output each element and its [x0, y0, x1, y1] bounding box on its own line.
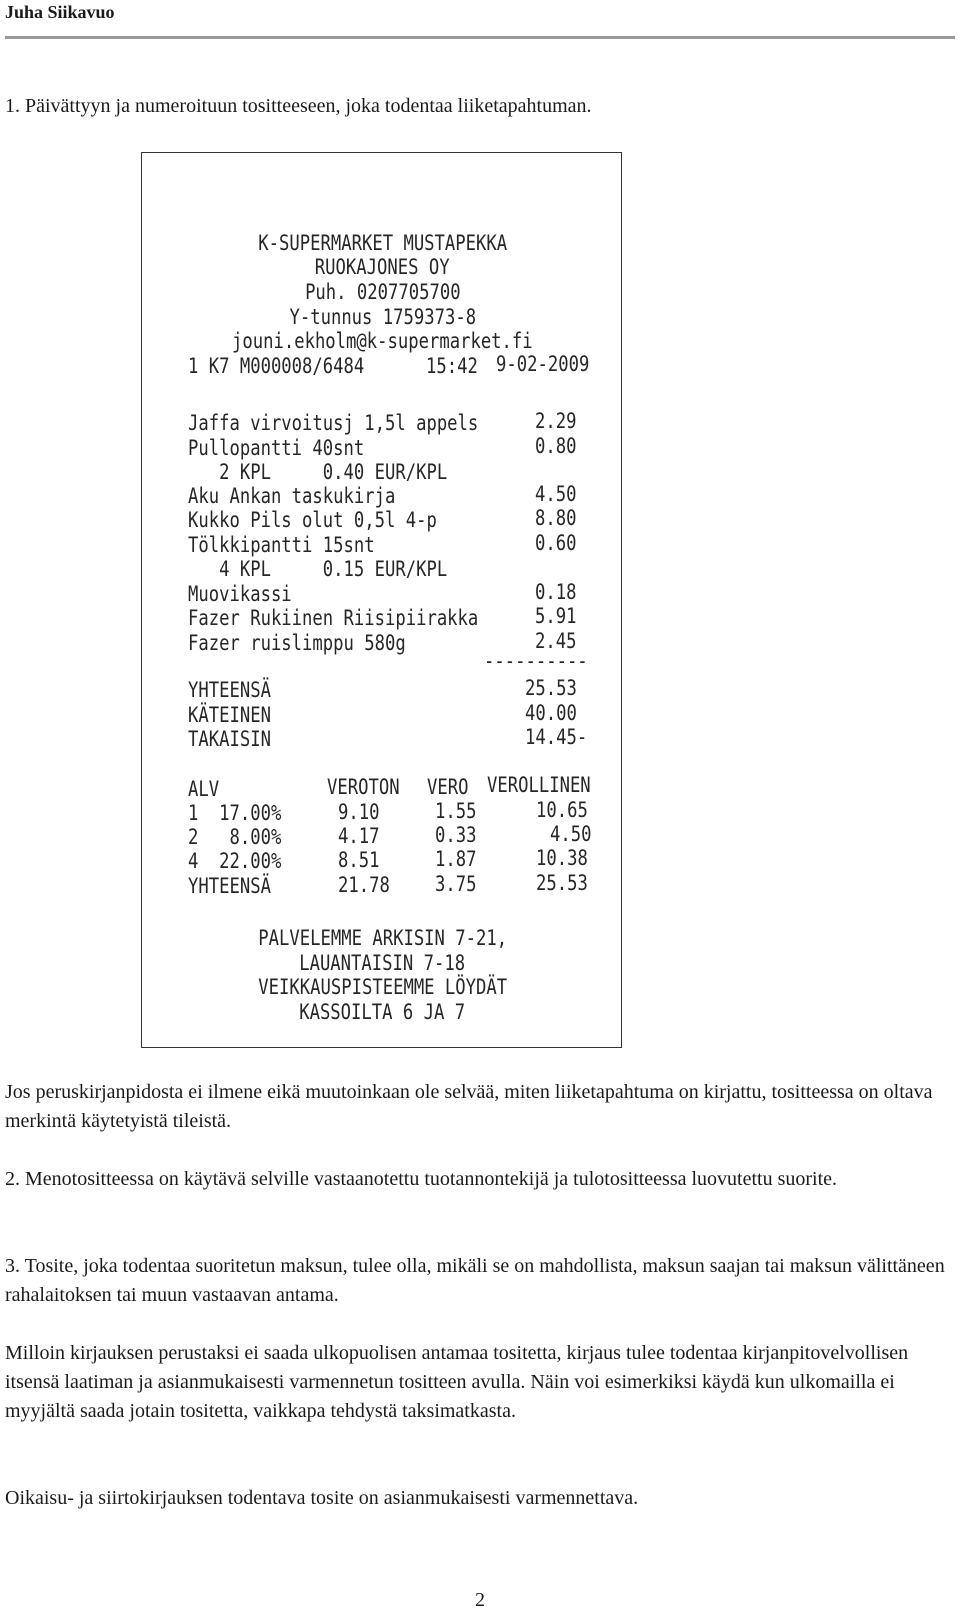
receipt-footer-line: LAUANTAISIN 7-18 — [299, 951, 466, 975]
vat-row-vero: 1.55 — [435, 799, 477, 823]
receipt-store-name: K-SUPERMARKET MUSTAPEKKA — [258, 231, 507, 255]
vat-header-verollinen: VEROLLINEN — [487, 773, 591, 797]
item2-paragraph: 2. Menotositteessa on käytävä selville vastaanotettu tuotannontekijä ja tulotositteessa luovutettu suorite. — [5, 1168, 838, 1190]
vat-header-veroton: VEROTON — [327, 775, 400, 799]
receipt-phone: Puh. 0207705700 — [304, 280, 461, 304]
receipt-footer-line: PALVELEMME ARKISIN 7-21, — [258, 926, 507, 950]
receipt-item-price: 2.29 — [535, 409, 577, 433]
receipt-time: 15:42 — [426, 354, 478, 378]
milloin-paragraph: Milloin kirjauksen perustaksi ei saada ulkopuolisen antamaa tositetta, kirjaus tulee todentaa kirjanpitovelvollisen itsensä laatiman ja asianmukaisesti varmennetun tositteen avulla. Näin voi esimerkiksi käydä kun ulkomailla ei myyjältä saada jotain tositetta, vaikkapa tehdystä taksimatkasta. — [5, 1342, 909, 1422]
receipt-cash-label: KÄTEINEN — [188, 703, 271, 727]
receipt-business-id: Y-tunnus 1759373-8 — [289, 305, 476, 329]
receipt-item-name: Fazer Rukiinen Riisipiirakka — [188, 606, 479, 630]
receipt-item-price: 4.50 — [535, 482, 577, 506]
receipt-cash-value: 40.00 — [525, 701, 577, 725]
header-author: Juha Siikavuo — [5, 2, 115, 22]
vat-header-vero: VERO — [427, 775, 469, 799]
receipt-item-qty: 4 KPL 0.15 EUR/KPL — [188, 557, 448, 581]
vat-row-total-label: YHTEENSÄ — [188, 874, 271, 898]
vat-row-veroton: 9.10 — [338, 800, 380, 824]
vat-row-rate: 2 8.00% — [188, 825, 282, 849]
item3-paragraph: 3. Tosite, joka todentaa suoritetun maksun, tulee olla, mikäli se on mahdollista, maksun saajan tai maksun välittäneen rahalaitoksen tai muun vastaavan antama. — [5, 1255, 945, 1306]
receipt-item-name: Kukko Pils olut 0,5l 4-p — [188, 508, 437, 532]
receipt-change-label: TAKAISIN — [188, 727, 271, 751]
explain-paragraph: Jos peruskirjanpidosta ei ilmene eikä muutoinkaan ole selvää, miten liiketapahtuma on kirjattu, tositteessa on oltava merkintä käytetyistä tileistä. — [5, 1081, 933, 1132]
receipt-total-label: YHTEENSÄ — [188, 678, 271, 702]
receipt-item-name: Fazer ruislimppu 580g — [188, 631, 406, 655]
vat-row-verollinen: 25.53 — [536, 871, 588, 895]
vat-header-alv: ALV — [188, 777, 220, 801]
vat-row-verollinen: 4.50 — [550, 822, 592, 846]
receipt-item-price: 2.45 — [535, 629, 577, 653]
vat-row-verollinen: 10.38 — [536, 846, 588, 870]
receipt-item-price: 0.18 — [535, 580, 577, 604]
receipt-item-price: 0.80 — [535, 434, 577, 458]
receipt-item-name: Jaffa virvoitusj 1,5l appels — [188, 411, 479, 435]
receipt-date: 9-02-2009 — [496, 352, 590, 376]
receipt-image — [141, 152, 622, 1048]
receipt-item-price: 0.60 — [535, 531, 577, 555]
receipt-item-name: Tölkkipantti 15snt — [188, 533, 375, 557]
vat-row-vero: 0.33 — [435, 823, 477, 847]
receipt-register-line: 1 K7 M000008/6484 — [188, 354, 365, 378]
receipt-footer-line: KASSOILTA 6 JA 7 — [299, 1000, 466, 1024]
receipt-total-value: 25.53 — [525, 676, 577, 700]
vat-row-verollinen: 10.65 — [536, 798, 588, 822]
vat-row-rate: 4 22.00% — [188, 849, 282, 873]
receipt-company: RUOKAJONES OY — [315, 255, 450, 279]
intro-paragraph: 1. Päivättyyn ja numeroituun tositteeseen, joka todentaa liiketapahtuman. — [5, 95, 592, 117]
receipt-item-price: 5.91 — [535, 604, 577, 628]
receipt-item-price: 8.80 — [535, 506, 577, 530]
receipt-change-value: 14.45- — [525, 725, 588, 749]
receipt-email: jouni.ekholm@k-supermarket.fi — [232, 329, 533, 353]
oikaisu-paragraph: Oikaisu- ja siirtokirjauksen todentava tosite on asianmukaisesti varmennettava. — [5, 1487, 639, 1509]
vat-row-rate: 1 17.00% — [188, 801, 282, 825]
page-number: 2 — [475, 1589, 485, 1611]
receipt-item-qty: 2 KPL 0.40 EUR/KPL — [188, 460, 448, 484]
receipt-item-name: Muovikassi — [188, 582, 292, 606]
vat-row-veroton: 8.51 — [338, 848, 380, 872]
receipt-separator: ---------- — [484, 649, 588, 673]
receipt-item-name: Aku Ankan taskukirja — [188, 484, 396, 508]
receipt-footer-line: VEIKKAUSPISTEEMME LÖYDÄT — [258, 975, 507, 999]
vat-row-vero: 1.87 — [435, 847, 477, 871]
receipt-item-name: Pullopantti 40snt — [188, 436, 365, 460]
vat-row-veroton: 21.78 — [338, 873, 390, 897]
vat-row-veroton: 4.17 — [338, 824, 380, 848]
vat-row-vero: 3.75 — [435, 872, 477, 896]
header-divider — [5, 36, 955, 39]
